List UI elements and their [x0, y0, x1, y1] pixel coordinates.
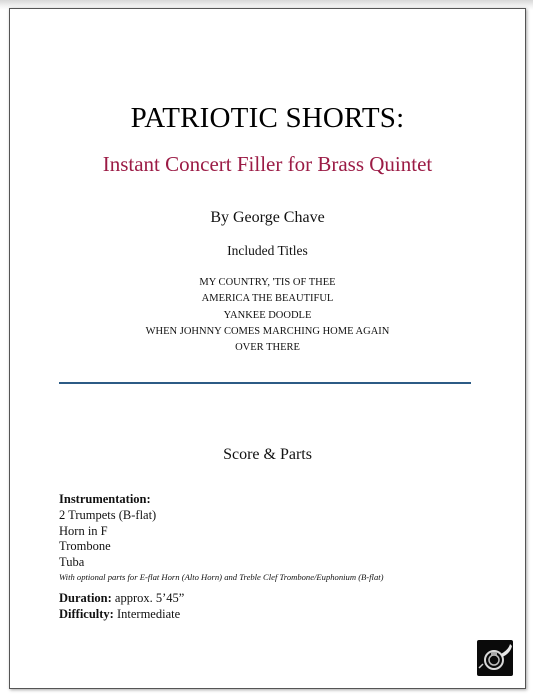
included-titles-heading: Included Titles [227, 243, 308, 258]
instrument-item: Horn in F [59, 523, 108, 538]
french-horn-logo-icon [477, 640, 513, 676]
included-title-item: WHEN JOHNNY COMES MARCHING HOME AGAIN [145, 325, 390, 337]
document-title: PATRIOTIC SHORTS: [130, 102, 405, 134]
instrumentation-label: Instrumentation: [59, 492, 151, 506]
author-line: By George Chave [210, 209, 325, 226]
included-title-item: AMERICA THE BEAUTIFUL [201, 293, 334, 305]
details-block [59, 492, 499, 623]
included-title-item: MY COUNTRY, 'TIS OF THEE [199, 277, 336, 288]
details-spacer [59, 583, 499, 591]
included-title-item: YANKEE DOODLE [223, 309, 312, 321]
horizontal-divider [59, 382, 471, 384]
duration-value: approx. 5’45” [111, 590, 185, 605]
instrument-item: Tuba [59, 555, 85, 570]
difficulty-label: Difficulty: [59, 606, 114, 621]
difficulty-line [59, 607, 499, 623]
included-title-item: OVER THERE [235, 342, 300, 354]
instrument-item: 2 Trumpets (B-flat) [59, 507, 157, 522]
document-page [9, 8, 526, 689]
optional-parts-note: With optional parts for E-flat Horn (Alto Horn) and Treble Clef Trombone/Euphonium (B-flat) [59, 571, 384, 582]
duration-line [59, 591, 499, 607]
score-parts-heading: Score & Parts [223, 446, 312, 463]
instrument-item: Trombone [59, 539, 111, 554]
included-titles-list [10, 275, 525, 356]
duration-label: Duration: [59, 590, 112, 605]
document-subtitle: Instant Concert Filler for Brass Quintet [102, 152, 433, 176]
difficulty-value: Intermediate [113, 606, 181, 621]
